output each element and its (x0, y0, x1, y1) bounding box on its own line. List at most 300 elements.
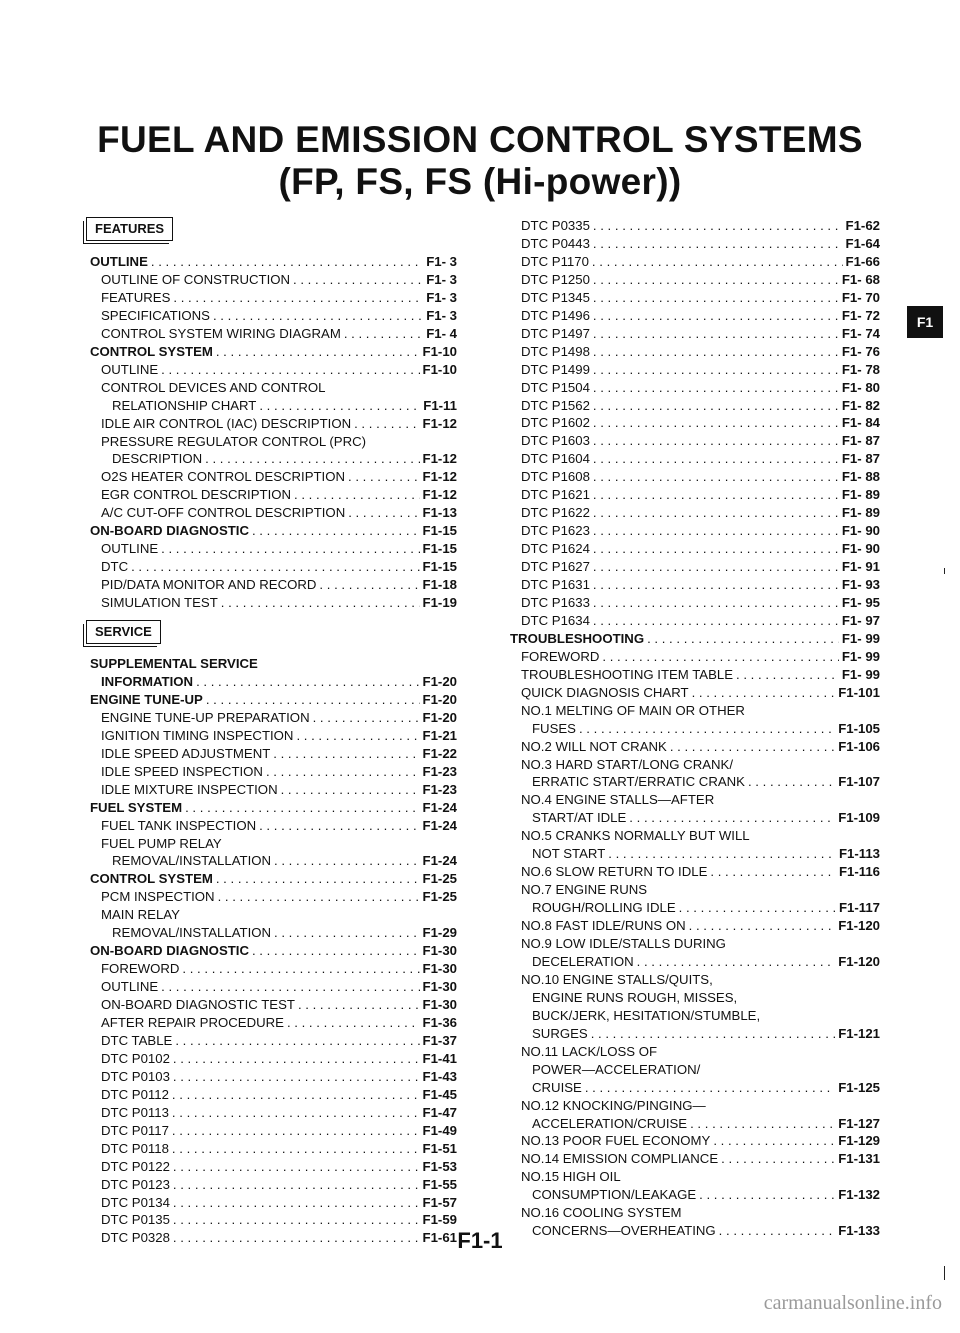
toc-entry-page: F1- 82 (841, 397, 880, 413)
toc-entry-label: DTC P1602 (521, 415, 590, 431)
toc-entry-label: FUEL SYSTEM (90, 799, 183, 815)
toc-entry-page: F1- 90 (841, 541, 880, 557)
toc-entry[interactable] (532, 773, 880, 791)
toc-entry-label: OUTLINE (101, 541, 159, 557)
toc-entry-page: F1-47 (422, 1104, 457, 1120)
toc-entry[interactable] (521, 558, 880, 576)
toc-entry[interactable] (101, 835, 457, 853)
toc-entry-label: CONSUMPTION/LEAKAGE (532, 1187, 697, 1203)
toc-entry-label: DTC P0328 (101, 1230, 170, 1246)
toc-entry[interactable] (521, 379, 880, 397)
toc-entry[interactable] (532, 720, 880, 738)
toc-leader-dots (593, 594, 839, 612)
toc-leader-dots (690, 1115, 835, 1133)
toc-entry-page: F1-64 (845, 235, 880, 251)
toc-entry[interactable] (521, 271, 880, 289)
toc-entry[interactable] (532, 1007, 880, 1025)
toc-entry-label: ENGINE TUNE-UP PREPARATION (101, 709, 310, 725)
toc-leader-dots (319, 576, 419, 594)
toc-entry[interactable] (101, 576, 457, 594)
toc-entry-page: F1-116 (838, 864, 880, 880)
toc-entry[interactable] (101, 415, 457, 433)
toc-entry[interactable] (90, 691, 457, 709)
toc-entry[interactable] (112, 852, 457, 870)
toc-entry[interactable] (521, 1132, 880, 1150)
toc-entry-page: F1-107 (838, 774, 880, 790)
toc-entry-page: F1-24 (422, 799, 457, 815)
toc-entry-page: F1-21 (422, 727, 457, 743)
toc-entry-page: F1-37 (422, 1032, 457, 1048)
toc-entry-label: POWER—ACCELERATION/ (532, 1061, 701, 1077)
toc-entry-label: CRUISE (532, 1079, 582, 1095)
toc-entry-label: DTC P0122 (101, 1158, 170, 1174)
toc-entry-page: F1-45 (422, 1086, 457, 1102)
toc-entry-label: DTC P1497 (521, 325, 590, 341)
toc-entry-page: F1- 87 (841, 433, 880, 449)
toc-entry-label: IGNITION TIMING INSPECTION (101, 727, 294, 743)
toc-entry-label: DTC P1345 (521, 289, 590, 305)
toc-entry[interactable] (521, 756, 880, 774)
toc-entry[interactable] (521, 827, 880, 845)
toc-entry-label: NO.7 ENGINE RUNS (521, 882, 648, 898)
toc-entry-page: F1-101 (838, 684, 880, 700)
toc-entry[interactable] (90, 799, 457, 817)
toc-entry-label: REMOVAL/INSTALLATION (112, 853, 272, 869)
toc-entry[interactable] (532, 1079, 880, 1097)
toc-entry-page: F1-117 (838, 900, 880, 916)
toc-entry[interactable] (521, 235, 880, 253)
toc-entry[interactable] (101, 271, 457, 289)
toc-entry-label: NO.8 FAST IDLE/RUNS ON (521, 918, 686, 934)
toc-entry[interactable] (521, 666, 880, 684)
toc-entry[interactable] (521, 397, 880, 415)
toc-leader-dots (216, 343, 420, 361)
toc-entry-label: INFORMATION (101, 673, 194, 689)
toc-leader-dots (173, 1158, 420, 1176)
toc-leader-dots (593, 361, 839, 379)
toc-entry[interactable] (101, 763, 457, 781)
toc-entry[interactable] (532, 809, 880, 827)
toc-leader-dots (593, 289, 839, 307)
toc-entry[interactable] (101, 361, 457, 379)
toc-leader-dots (344, 325, 423, 343)
toc-entry[interactable] (521, 1043, 880, 1061)
toc-entry-label: DTC P1633 (521, 594, 590, 610)
toc-entry-label: IDLE SPEED ADJUSTMENT (101, 745, 271, 761)
section-tab-f1[interactable]: F1 (907, 306, 943, 338)
toc-entry[interactable] (521, 414, 880, 432)
toc-entry-label: DTC P0335 (521, 218, 590, 233)
toc-leader-dots (593, 397, 839, 415)
toc-entry[interactable] (101, 673, 457, 691)
toc-leader-dots (593, 414, 839, 432)
margin-mark (944, 568, 945, 574)
toc-entry-label: NO.9 LOW IDLE/STALLS DURING (521, 936, 726, 951)
toc-leader-dots (259, 397, 420, 415)
toc-entry-label: FOREWORD (521, 648, 600, 664)
toc-entry[interactable] (521, 1168, 880, 1186)
toc-entry-page: F1-10 (422, 343, 457, 359)
toc-entry-label: FOREWORD (101, 961, 180, 977)
toc-entry[interactable] (521, 325, 880, 343)
toc-entry-label: DTC P1498 (521, 343, 590, 359)
service-section-badge: SERVICE (86, 620, 161, 644)
toc-entry[interactable] (101, 594, 457, 612)
toc-entry-label: DTC P1621 (521, 487, 590, 503)
toc-entry[interactable] (521, 504, 880, 522)
toc-entry-page: F1- 99 (841, 666, 880, 682)
toc-entry[interactable] (101, 1211, 457, 1229)
toc-entry-label: DTC P1624 (521, 541, 590, 557)
toc-entry[interactable] (101, 289, 457, 307)
toc-entry-label: PRESSURE REGULATOR CONTROL (PRC) (101, 433, 367, 449)
toc-entry-label: DTC P0443 (521, 235, 590, 251)
toc-entry[interactable] (510, 630, 880, 648)
toc-entry-page: F1-22 (422, 745, 457, 761)
toc-entry-label: OUTLINE (101, 361, 159, 377)
toc-entry-label: DTC P0113 (101, 1104, 169, 1120)
toc-entry-label: NO.5 CRANKS NORMALLY BUT WILL (521, 828, 750, 844)
toc-entry-label: AFTER REPAIR PROCEDURE (101, 1015, 284, 1030)
toc-leader-dots (266, 763, 420, 781)
toc-entry-label: IDLE MIXTURE INSPECTION (101, 781, 278, 797)
toc-entry[interactable] (532, 845, 880, 863)
toc-entry[interactable] (532, 953, 880, 971)
toc-entry-label: NO.3 HARD START/LONG CRANK/ (521, 756, 734, 772)
toc-entry-label: ON-BOARD DIAGNOSTIC TEST (101, 997, 295, 1013)
toc-entry-label: NO.11 LACK/LOSS OF (521, 1043, 658, 1059)
toc-entry-page: F1-66 (845, 253, 880, 269)
toc-entry-page: F1-18 (422, 577, 457, 593)
toc-entry-page: F1- 84 (841, 415, 880, 431)
toc-entry-label: TROUBLESHOOTING ITEM TABLE (521, 666, 734, 682)
toc-entry[interactable] (101, 1050, 457, 1068)
toc-entry[interactable] (521, 540, 880, 558)
toc-entry-label: IDLE AIR CONTROL (IAC) DESCRIPTION (101, 415, 352, 431)
toc-entry[interactable] (101, 978, 457, 996)
toc-entry[interactable] (101, 1032, 457, 1050)
toc-leader-dots (679, 899, 836, 917)
toc-leader-dots (647, 630, 839, 648)
toc-entry-page: F1-133 (838, 1223, 880, 1239)
toc-entry[interactable] (101, 727, 457, 745)
toc-entry-page: F1-61 (422, 1230, 457, 1246)
toc-entry-page: F1-13 (422, 505, 457, 521)
toc-entry[interactable] (532, 989, 880, 1007)
toc-entry-page: F1-132 (838, 1187, 880, 1203)
toc-entry[interactable] (532, 899, 880, 917)
toc-entry[interactable] (101, 781, 457, 799)
toc-leader-dots (692, 684, 836, 702)
toc-entry[interactable] (101, 379, 457, 397)
toc-entry-page: F1- 80 (841, 379, 880, 395)
toc-entry[interactable] (521, 576, 880, 594)
toc-entry[interactable] (521, 522, 880, 540)
toc-entry-label: OUTLINE OF CONSTRUCTION (101, 271, 291, 287)
toc-leader-dots (161, 978, 419, 996)
toc-leader-dots (593, 576, 839, 594)
toc-entry[interactable] (101, 1140, 457, 1158)
toc-entry-label: DTC P0117 (101, 1122, 169, 1138)
toc-entry-label: DTC P0102 (101, 1050, 170, 1066)
toc-entry-page: F1- 3 (426, 271, 457, 287)
toc-entry-label: ENGINE TUNE-UP (90, 691, 203, 707)
toc-entry-label: DTC P1603 (521, 433, 590, 449)
toc-entry[interactable] (101, 1194, 457, 1212)
toc-entry[interactable] (101, 1086, 457, 1104)
toc-entry-label: A/C CUT-OFF CONTROL DESCRIPTION (101, 505, 346, 521)
toc-entry-label: NO.12 KNOCKING/PINGING— (521, 1097, 706, 1113)
toc-leader-dots (281, 781, 420, 799)
toc-entry-label: NO.6 SLOW RETURN TO IDLE (521, 864, 708, 880)
toc-entry[interactable] (521, 486, 880, 504)
toc-leader-dots (593, 540, 839, 558)
toc-leader-dots (710, 863, 836, 881)
toc-entry-page: F1-20 (422, 709, 457, 725)
toc-leader-dots (593, 612, 839, 630)
toc-entry-label: DTC P1622 (521, 505, 590, 521)
toc-entry-label: CONTROL SYSTEM (90, 871, 213, 887)
toc-leader-dots (736, 666, 839, 684)
toc-entry-label: FUEL PUMP RELAY (101, 835, 222, 851)
toc-leader-dots (593, 522, 839, 540)
toc-entry[interactable] (112, 397, 457, 415)
toc-entry-page: F1-20 (422, 691, 457, 707)
toc-entry[interactable] (101, 325, 457, 343)
toc-entry-page: F1- 78 (841, 361, 880, 377)
toc-entry-label: DTC TABLE (101, 1032, 173, 1048)
toc-entry-page: F1-51 (422, 1140, 457, 1156)
toc-leader-dots (593, 307, 839, 325)
toc-entry[interactable] (101, 709, 457, 727)
toc-entry[interactable] (521, 935, 880, 953)
toc-entry-label: NO.15 HIGH OIL (521, 1169, 621, 1185)
toc-entry-label: DECELERATION (532, 953, 634, 969)
toc-entry-page: F1- 4 (426, 325, 457, 341)
toc-entry-label: IDLE SPEED INSPECTION (101, 763, 263, 779)
toc-leader-dots (593, 558, 839, 576)
toc-leader-dots (252, 522, 420, 540)
toc-leader-dots (173, 1050, 420, 1068)
toc-entry-label: NO.10 ENGINE STALLS/QUITS, (521, 971, 713, 987)
toc-entry-page: F1- 90 (841, 523, 880, 539)
toc-entry-page: F1- 76 (841, 343, 880, 359)
toc-entry[interactable] (532, 1186, 880, 1204)
toc-leader-dots (175, 1032, 419, 1050)
toc-entry[interactable] (101, 504, 457, 522)
toc-entry-label: DTC P0135 (101, 1212, 170, 1228)
toc-leader-dots (593, 343, 839, 361)
toc-entry-page: F1-30 (422, 961, 457, 977)
toc-entry[interactable] (521, 612, 880, 630)
toc-entry[interactable] (521, 971, 880, 989)
toc-leader-dots (348, 468, 420, 486)
toc-entry-label: DTC P1504 (521, 379, 590, 395)
toc-entry-page: F1- 99 (841, 648, 880, 664)
toc-entry-page: F1-12 (422, 451, 457, 467)
toc-entry-label: DTC P0123 (101, 1176, 170, 1192)
toc-entry[interactable] (112, 450, 457, 468)
toc-entry-page: F1-131 (838, 1151, 880, 1167)
toc-entry-label: RELATIONSHIP CHART (112, 397, 257, 413)
toc-entry[interactable] (532, 1061, 880, 1079)
toc-entry[interactable] (101, 558, 457, 576)
toc-entry-page: F1-12 (422, 487, 457, 503)
toc-entry-label: ON-BOARD DIAGNOSTIC (90, 523, 249, 539)
toc-entry-label: START/AT IDLE (532, 810, 627, 826)
toc-entry[interactable] (521, 702, 880, 720)
toc-entry-page: F1-129 (838, 1133, 880, 1149)
toc-entry-page: F1- 87 (841, 451, 880, 467)
toc-entry[interactable] (101, 486, 457, 504)
toc-entry-page: F1-29 (422, 925, 457, 941)
toc-entry[interactable] (521, 1150, 880, 1168)
toc-entry[interactable] (521, 917, 880, 935)
toc-entry[interactable] (101, 1176, 457, 1194)
toc-leader-dots (593, 217, 843, 235)
toc-entry[interactable] (521, 217, 880, 235)
toc-leader-dots (294, 486, 420, 504)
toc-entry-page: F1-120 (838, 953, 880, 969)
toc-entry-label: DTC P1608 (521, 469, 590, 485)
toc-entry[interactable] (521, 289, 880, 307)
toc-leader-dots (593, 379, 839, 397)
toc-entry[interactable] (532, 1115, 880, 1133)
toc-entry-page: F1- 3 (426, 289, 457, 305)
toc-entry-label: FUSES (532, 720, 576, 736)
toc-entry-page: F1- 88 (841, 469, 880, 485)
toc-leader-dots (274, 924, 420, 942)
toc-leader-dots (151, 253, 423, 271)
toc-entry[interactable] (90, 343, 457, 361)
toc-entry[interactable] (90, 870, 457, 888)
toc-entry-page: F1-120 (838, 918, 880, 934)
toc-entry[interactable] (101, 468, 457, 486)
toc-entry[interactable] (101, 888, 457, 906)
toc-leader-dots (593, 271, 839, 289)
toc-entry-label: REMOVAL/INSTALLATION (112, 925, 272, 941)
toc-entry-label: ON-BOARD DIAGNOSTIC (90, 943, 249, 959)
toc-entry-label: SUPPLEMENTAL SERVICE (90, 656, 258, 671)
toc-leader-dots (689, 917, 836, 935)
toc-entry-page: F1-62 (845, 218, 880, 233)
toc-entry-page: F1-30 (422, 979, 457, 995)
toc-leader-dots (348, 504, 419, 522)
toc-entry-page: F1- 3 (426, 254, 457, 269)
toc-entry[interactable] (521, 881, 880, 899)
toc-entry[interactable] (101, 1068, 457, 1086)
toc-leader-dots (593, 450, 839, 468)
toc-entry[interactable] (521, 648, 880, 666)
toc-entry[interactable] (521, 1097, 880, 1115)
toc-entry-page: F1-59 (422, 1212, 457, 1228)
toc-entry-page: F1-25 (422, 871, 457, 887)
toc-entry[interactable] (521, 791, 880, 809)
toc-leader-dots (593, 486, 839, 504)
toc-entry-label: NO.14 EMISSION COMPLIANCE (521, 1151, 719, 1167)
toc-entry-page: F1-12 (422, 415, 457, 431)
toc-entry-page: F1-121 (838, 1025, 880, 1041)
toc-entry[interactable] (521, 343, 880, 361)
toc-entry[interactable] (101, 307, 457, 325)
toc-entry-label: NO.1 MELTING OF MAIN OR OTHER (521, 702, 745, 718)
toc-leader-dots (273, 745, 419, 763)
toc-entry-label: OUTLINE (101, 979, 159, 995)
toc-entry[interactable] (112, 924, 457, 942)
toc-entry-page: F1-15 (422, 541, 457, 557)
toc-entry-label: PCM INSPECTION (101, 889, 215, 905)
toc-entry-label: NO.16 COOLING SYSTEM (521, 1205, 682, 1221)
toc-leader-dots (592, 253, 843, 271)
toc-entry[interactable] (101, 1158, 457, 1176)
toc-leader-dots (748, 773, 835, 791)
toc-entry-page: F1-125 (838, 1079, 880, 1095)
toc-entry[interactable] (521, 432, 880, 450)
toc-entry-label: QUICK DIAGNOSIS CHART (521, 684, 689, 700)
toc-entry[interactable] (521, 450, 880, 468)
toc-entry-page: F1-57 (422, 1194, 457, 1210)
toc-entry-label: O2S HEATER CONTROL DESCRIPTION (101, 469, 345, 485)
toc-entry[interactable] (101, 1104, 457, 1122)
toc-entry[interactable] (101, 906, 457, 924)
toc-leader-dots (172, 1086, 420, 1104)
toc-entry[interactable] (90, 522, 457, 540)
toc-entry-label: PID/DATA MONITOR AND RECORD (101, 577, 317, 593)
toc-entry-label: CONTROL SYSTEM (90, 343, 213, 359)
toc-entry[interactable] (521, 684, 880, 702)
toc-entry-page: F1-41 (422, 1050, 457, 1066)
toc-entry[interactable] (521, 1204, 880, 1222)
toc-entry[interactable] (101, 1122, 457, 1140)
toc-leader-dots (593, 325, 839, 343)
toc-entry[interactable] (521, 594, 880, 612)
toc-leader-dots (173, 1176, 420, 1194)
toc-entry[interactable] (101, 745, 457, 763)
toc-entry[interactable] (521, 863, 880, 881)
toc-entry[interactable] (521, 307, 880, 325)
toc-entry-page: F1-30 (422, 997, 457, 1013)
toc-leader-dots (205, 450, 419, 468)
toc-entry-page: F1-23 (422, 763, 457, 779)
toc-entry-page: F1- 93 (841, 577, 880, 592)
toc-entry[interactable] (101, 540, 457, 558)
toc-entry[interactable] (101, 817, 457, 835)
toc-entry[interactable] (521, 468, 880, 486)
toc-leader-dots (172, 1122, 420, 1140)
toc-entry[interactable] (101, 1014, 457, 1032)
toc-entry[interactable] (101, 433, 457, 451)
toc-entry[interactable] (521, 253, 880, 271)
toc-entry-label: CONCERNS—OVERHEATING (532, 1223, 716, 1239)
toc-entry-label: ACCELERATION/CRUISE (532, 1115, 688, 1131)
toc-entry[interactable] (101, 960, 457, 978)
watermark-text: carmanualsonline.info (763, 1292, 942, 1314)
toc-entry-page: F1- 89 (841, 487, 880, 503)
toc-entry[interactable] (532, 1025, 880, 1043)
toc-entry[interactable] (101, 996, 457, 1014)
toc-entry[interactable] (90, 655, 457, 673)
toc-entry[interactable] (90, 253, 457, 271)
toc-entry[interactable] (521, 738, 880, 756)
toc-entry[interactable] (90, 942, 457, 960)
toc-entry-label: DESCRIPTION (112, 451, 203, 467)
toc-leader-dots (354, 415, 419, 433)
toc-entry-page: F1- 89 (841, 505, 880, 521)
toc-entry[interactable] (521, 361, 880, 379)
toc-entry-page: F1-25 (422, 889, 457, 905)
toc-leader-dots (161, 540, 419, 558)
toc-leader-dots (593, 432, 839, 450)
